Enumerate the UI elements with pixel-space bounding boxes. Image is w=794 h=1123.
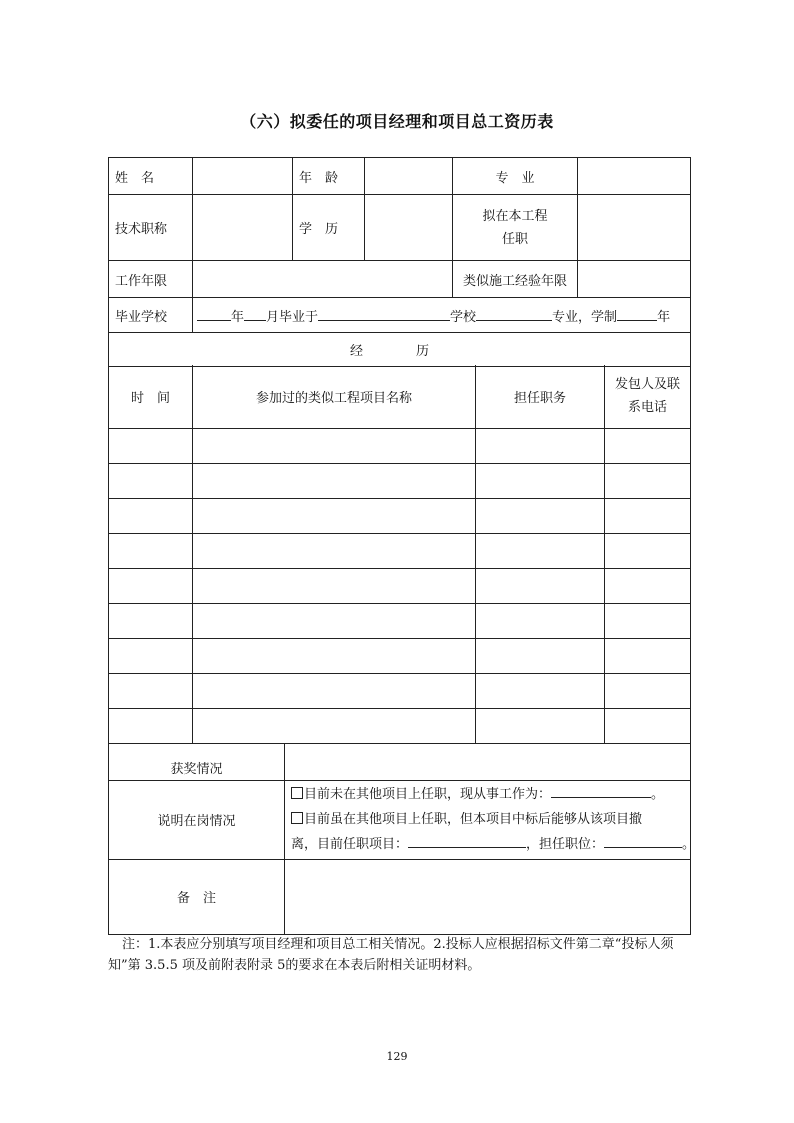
option2-cont: 离，目前任职项目： [291, 837, 409, 852]
school-school-text: 学校 [450, 309, 477, 325]
school-label: 毕业学校 [109, 298, 193, 333]
education-field[interactable] [365, 195, 453, 261]
contact-header-line1: 发包人及联 [614, 377, 680, 393]
grad-year-blank[interactable] [197, 307, 231, 321]
option-can-leave-cont [291, 832, 696, 857]
age-field[interactable] [365, 158, 453, 195]
major-field[interactable] [578, 158, 691, 195]
current-work-blank[interactable] [551, 784, 651, 798]
time-cell[interactable] [109, 498, 193, 533]
project-name-cell[interactable] [193, 568, 476, 603]
status-table [108, 744, 696, 935]
contact-cell[interactable] [605, 708, 691, 743]
age-label: 年 龄 [293, 158, 365, 195]
project-name-cell[interactable] [193, 638, 476, 673]
role-cell[interactable] [476, 638, 605, 673]
time-cell[interactable] [109, 603, 193, 638]
project-name-cell[interactable] [193, 673, 476, 708]
awards-label: 获奖情况 [109, 744, 285, 780]
role-cell[interactable] [476, 428, 605, 463]
major-blank[interactable] [476, 307, 552, 321]
school-year-text: 年 [231, 309, 245, 325]
experience-row [109, 463, 691, 498]
time-cell[interactable] [109, 428, 193, 463]
current-project-blank[interactable] [408, 834, 526, 848]
experience-table [108, 365, 691, 744]
proposed-role-line1: 拟在本工程 [482, 208, 548, 224]
contact-header [605, 365, 691, 428]
experience-row [109, 603, 691, 638]
work-years-field[interactable] [193, 261, 453, 298]
contact-cell[interactable] [605, 673, 691, 708]
role-cell[interactable] [476, 568, 605, 603]
contact-cell[interactable] [605, 498, 691, 533]
work-years-label: 工作年限 [109, 261, 193, 298]
project-name-cell[interactable] [193, 498, 476, 533]
school-month-text: 月毕业于 [266, 309, 319, 325]
time-cell[interactable] [109, 673, 193, 708]
school-name-blank[interactable] [318, 307, 450, 321]
option1-end: 。 [651, 787, 665, 802]
option-can-leave [291, 807, 684, 832]
contact-header-line2: 系电话 [627, 400, 667, 416]
project-name-cell[interactable] [193, 533, 476, 568]
experience-row [109, 428, 691, 463]
project-name-cell[interactable] [193, 428, 476, 463]
experience-header-row [109, 365, 691, 428]
time-cell[interactable] [109, 533, 193, 568]
option2-text: 目前虽在其他项目上任职，但本项目中标后能够从该项目撤 [304, 812, 643, 827]
similar-exp-field[interactable] [578, 261, 691, 298]
tech-title-field[interactable] [193, 195, 293, 261]
time-header: 时 间 [109, 365, 193, 428]
contact-cell[interactable] [605, 603, 691, 638]
time-cell[interactable] [109, 568, 193, 603]
experience-row [109, 638, 691, 673]
role-cell[interactable] [476, 533, 605, 568]
contact-cell[interactable] [605, 638, 691, 673]
major-label: 专 业 [453, 158, 578, 195]
contact-cell[interactable] [605, 428, 691, 463]
position-status-label: 说明在岗情况 [109, 780, 285, 859]
time-cell[interactable] [109, 638, 193, 673]
project-name-cell[interactable] [193, 708, 476, 743]
school-field[interactable] [193, 298, 691, 333]
page-number: 129 [386, 1050, 408, 1063]
role-cell[interactable] [476, 673, 605, 708]
footnote: 注：1.本表应分别填写项目经理和项目总工相关情况。2.投标人应根据招标文件第二章“投标人须知”第 3.5.5 项及前附表附录 5的要求在本表后附相关证明材料。 [108, 937, 674, 973]
project-name-header: 参加过的类似工程项目名称 [193, 365, 476, 428]
experience-row [109, 533, 691, 568]
grad-month-blank[interactable] [244, 307, 266, 321]
name-field[interactable] [193, 158, 293, 195]
time-cell[interactable] [109, 463, 193, 498]
education-label: 学 历 [293, 195, 365, 261]
awards-field[interactable] [285, 744, 691, 780]
role-cell[interactable] [476, 603, 605, 638]
name-label: 姓 名 [109, 158, 193, 195]
checkbox-can-leave[interactable] [291, 812, 303, 824]
school-major-text: 专业，学制 [552, 309, 618, 325]
tech-title-label: 技术职称 [109, 195, 193, 261]
experience-row [109, 673, 691, 708]
experience-header: 经 历 [109, 333, 691, 367]
remarks-label: 备 注 [109, 859, 285, 934]
project-name-cell[interactable] [193, 603, 476, 638]
remarks-field[interactable] [285, 859, 691, 934]
experience-row [109, 568, 691, 603]
option2-mid: ，担任职位： [526, 837, 605, 852]
similar-exp-label: 类似施工经验年限 [453, 261, 578, 298]
option-not-employed [291, 782, 684, 807]
role-header: 担任职务 [476, 365, 605, 428]
proposed-role-label [453, 195, 578, 261]
experience-row [109, 498, 691, 533]
proposed-role-line2: 任职 [501, 231, 528, 247]
duration-blank[interactable] [617, 307, 657, 321]
experience-rows [109, 428, 691, 743]
role-cell[interactable] [476, 498, 605, 533]
contact-cell[interactable] [605, 533, 691, 568]
basic-info-table [108, 157, 691, 367]
page-title: （六）拟委任的项目经理和项目总工资历表 [240, 112, 554, 131]
current-position-blank[interactable] [604, 834, 682, 848]
contact-cell[interactable] [605, 463, 691, 498]
position-status-options [285, 780, 696, 859]
checkbox-not-employed[interactable] [291, 787, 303, 799]
project-name-cell[interactable] [193, 463, 476, 498]
contact-cell[interactable] [605, 568, 691, 603]
option1-text: 目前未在其他项目上任职，现从事工作为： [304, 787, 552, 802]
experience-row [109, 708, 691, 743]
proposed-role-field[interactable] [578, 195, 691, 261]
role-cell[interactable] [476, 463, 605, 498]
school-end-text: 年 [657, 309, 671, 325]
role-cell[interactable] [476, 708, 605, 743]
option2-end: 。 [682, 837, 696, 852]
time-cell[interactable] [109, 708, 193, 743]
